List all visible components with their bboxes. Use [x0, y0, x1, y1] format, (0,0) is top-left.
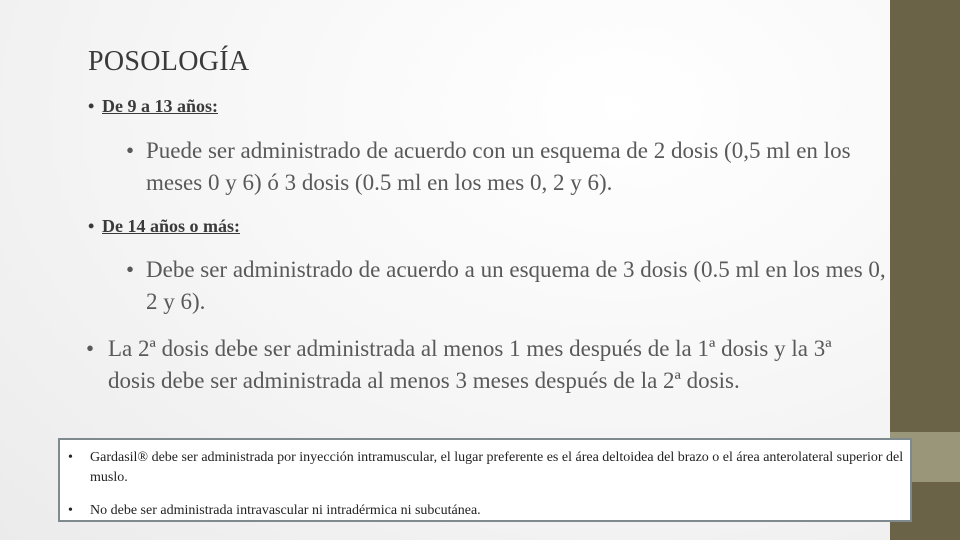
dosing-item-14-plus: [126, 254, 886, 318]
section-heading-label: De 9 a 13 años:: [102, 96, 218, 116]
bullet-icon: •: [86, 336, 95, 361]
administration-note-text: Gardasil® debe ser administrada por inyección intramuscular, el lugar preferente es el área deltoidea del brazo o el área anterolateral superior del muslo.: [90, 450, 904, 485]
slide-title: POSOLOGÍA: [88, 46, 250, 77]
bullet-icon: •: [126, 138, 135, 163]
bullet-icon: •: [126, 257, 135, 282]
bullet-icon: •: [68, 450, 73, 465]
section-heading-9-13: [88, 96, 218, 118]
section-heading-14-plus: [88, 216, 240, 238]
dosing-item-text: Debe ser administrado de acuerdo a un esquema de 3 dosis (0.5 ml en los mes 0, 2 y 6).: [146, 257, 886, 314]
bullet-icon: •: [88, 216, 95, 236]
administration-note-text: No debe ser administrada intravascular ni intradérmica ni subcutánea.: [90, 503, 481, 518]
administration-note-restriction: [68, 501, 910, 521]
administration-note-route: [68, 448, 910, 488]
dosing-item-text: Puede ser administrado de acuerdo con un esquema de 2 dosis (0,5 ml en los meses 0 y 6) ó 3 dosis (0.5 ml en los mes 0, 2 y 6).: [146, 138, 851, 195]
dose-interval-note: [86, 333, 878, 397]
section-heading-label: De 14 años o más:: [102, 216, 240, 236]
bullet-icon: •: [88, 96, 95, 116]
dose-interval-text: La 2ª dosis debe ser administrada al menos 1 mes después de la 1ª dosis y la 3ª dosis debe ser administrada al menos 3 meses después de la 2ª dosis.: [108, 336, 832, 393]
bullet-icon: •: [68, 503, 73, 518]
dosing-item-9-13: [126, 135, 886, 199]
administration-notes-box: [58, 438, 912, 522]
